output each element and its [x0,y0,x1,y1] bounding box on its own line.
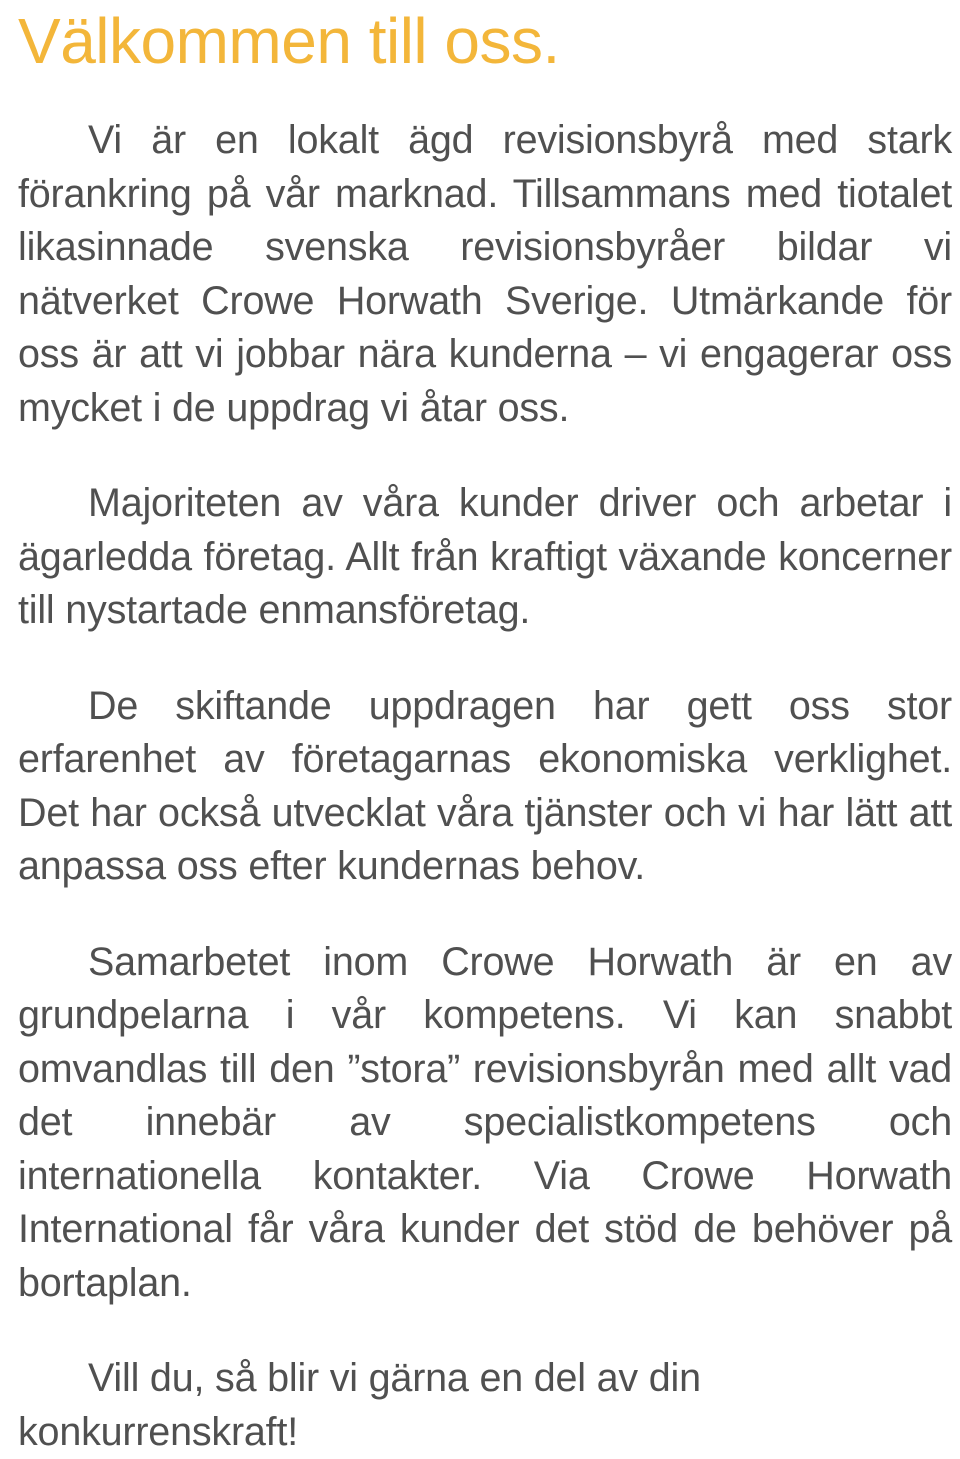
body-text [18,114,952,1459]
paragraph-intro: Vi är en lokalt ägd revisionsbyrå med stark förankring på vår marknad. Tillsammans med tiotalet likasinnade svenska revisionsbyråer bildar vi nätverket Crowe Horwath Sverige. Utmärkande för oss är att vi jobbar nära kunderna – vi engagerar oss mycket i de uppdrag vi åtar oss. [18,118,952,430]
paragraph-closing: Vill du, så blir vi gärna en del av din konkurrenskraft! [18,1356,701,1454]
paragraph-collaboration: Samarbetet inom Crowe Horwath är en av grundpelarna i vår kompetens. Vi kan snabbt omvandlas till den ”stora” revisionsbyrån med allt vad det innebär av specialistkompetens och internationella kontakter. Via Crowe Horwath International får våra kunder det stöd de behöver på bortaplan. [18,939,952,1305]
paragraph-experience: De skiftande uppdragen har gett oss stor erfarenhet av företagarnas ekonomiska verklighet. Det har också utvecklat våra tjänster och vi har lätt att anpassa oss efter kundernas behov. [18,683,952,888]
paragraph-customers: Majoriteten av våra kunder driver och arbetar i ägarledda företag. Allt från kraftigt växande koncerner till nystartade enmansföretag. [18,481,952,632]
page-title: Välkommen till oss. [18,5,560,77]
